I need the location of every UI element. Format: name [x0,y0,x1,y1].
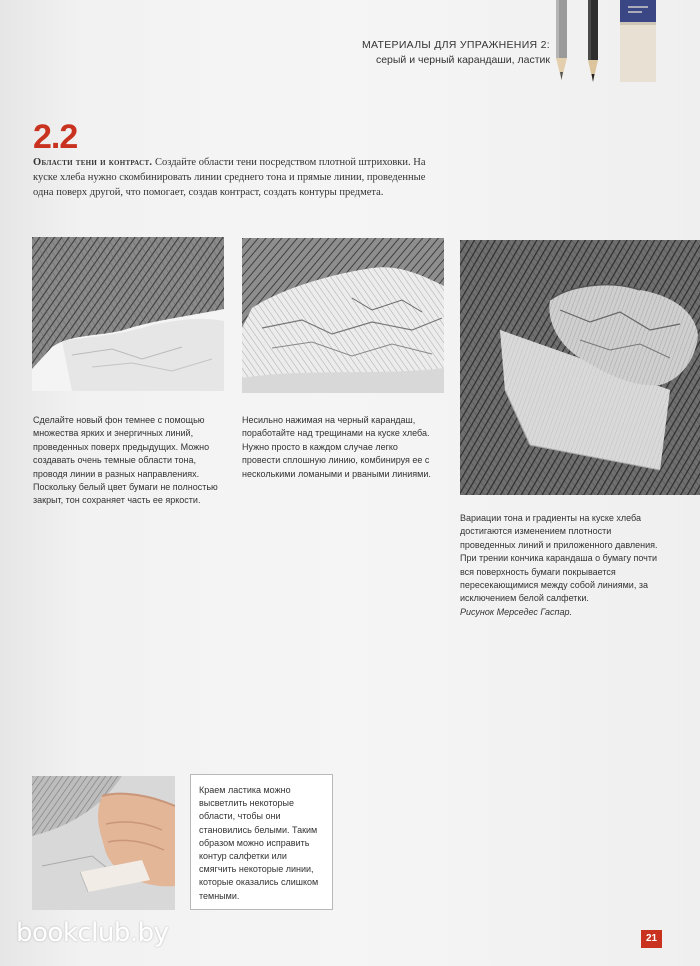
drawing-step-3 [460,240,700,495]
section-lead: Области тени и контраст. [33,157,153,168]
materials-list: серый и черный карандаши, ластик [375,54,550,66]
eraser-note-box [190,774,333,910]
drawing-step-2 [242,238,444,393]
drawing-author: Рисунок Мерседес Гаспар. [460,606,572,617]
caption-step-1: Сделайте новый фон темнее с помощью множества ярких и энергичных линий, проведенных поверх предыдущих. Можно создавать очень темные области тона, проводя линии в разных направлениях. Поскольку белый цвет бумаги не полностью закрыт, тон сохраняет часть ее яркости. [33,415,218,506]
section-intro [33,155,443,200]
drawing-step-1 [32,237,224,391]
eraser-photo [32,776,175,910]
pencils-eraser-image [548,0,660,88]
section-text: Создайте области тени посредством плотной штриховки. На куске хлеба нужно скомбинировать линии среднего тона и прямые линии, проведенные одна поверх другой, что помогает, создав контраст, создать контуры предмета. [33,157,426,198]
eraser-note-text: Краем ластика можно высветлить некоторые области, чтобы они становились белыми. Таким образом можно исправить контур салфетки или смягчить некоторые линии, которые оказались слишком темными. [199,785,319,901]
materials-header [330,38,550,68]
watermark: bookclub.by [16,918,169,948]
page-number: 21 [641,930,662,948]
caption-step-3 [460,512,660,619]
section-number: 2.2 [33,118,78,156]
caption-step-3-text: Вариации тона и градиенты на куске хлеба достигаются изменением плотности проведенных линий и приложенного давления. При трении кончика карандаша о бумагу почти вся поверхность бумаги покрывается пересекающимися между собой линиями, за исключением белой салфетки. [460,513,658,604]
caption-step-2: Несильно нажимая на черный карандаш, поработайте над трещинами на куске хлеба. Нужно просто в каждом случае легко провести сплошную линию, комбинируя ее с несколькими ломаными и рваными линиями. [242,415,431,479]
materials-title: МАТЕРИАЛЫ ДЛЯ УПРАЖНЕНИЯ 2: [361,39,550,51]
